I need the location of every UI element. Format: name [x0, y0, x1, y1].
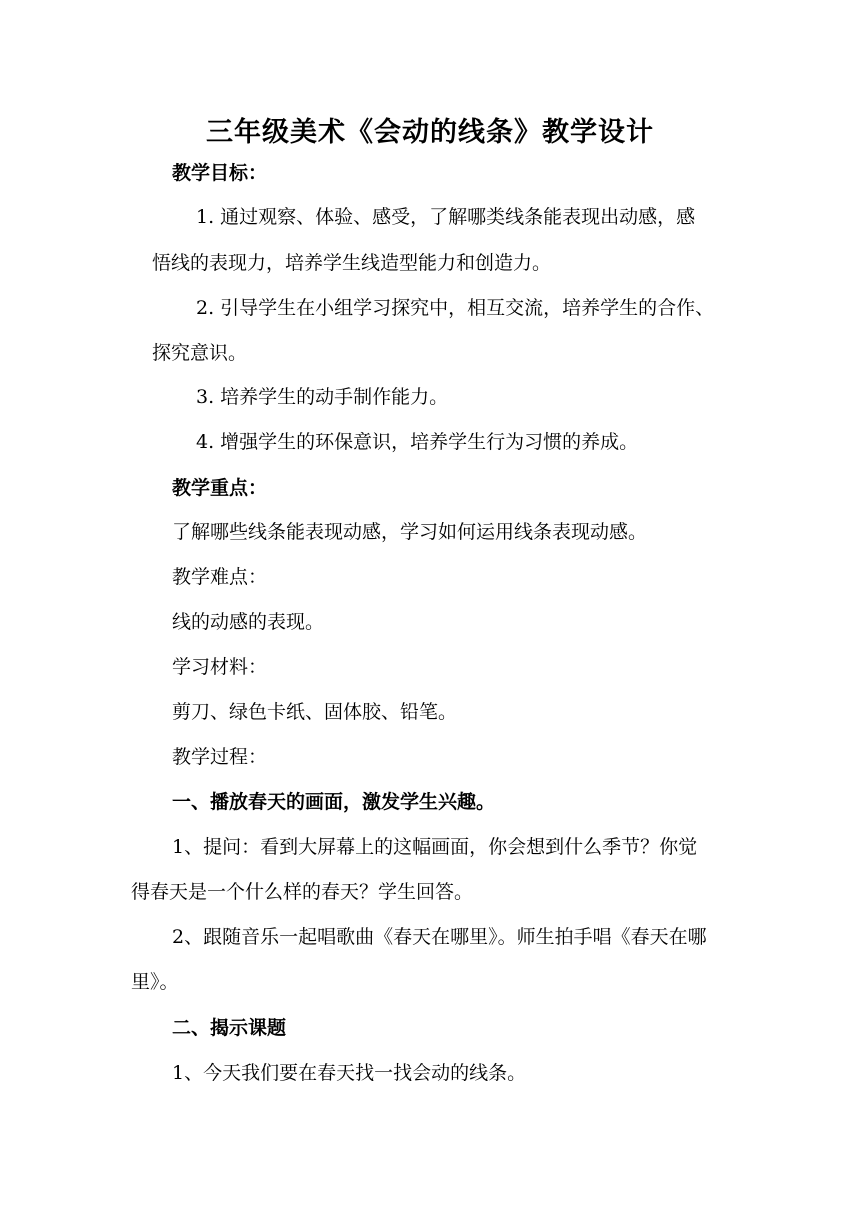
key-points-heading: 教学重点： — [172, 477, 268, 499]
section-1-item-1-line-1: 1、提问：看到大屏幕上的这幅画面，你会想到什么季节？你觉 — [172, 836, 698, 858]
section-1-item-1-line-2: 得春天是一个什么样的春天？学生回答。 — [131, 881, 474, 903]
materials-heading: 学习材料： — [172, 656, 268, 678]
objective-2-line-2: 探究意识。 — [152, 342, 248, 364]
objective-1-line-1: 1. 通过观察、体验、感受，了解哪类线条能表现出动感，感 — [196, 206, 696, 228]
objective-4: 4. 增强学生的环保意识，培养学生行为习惯的养成。 — [196, 431, 639, 453]
difficulties-text: 线的动感的表现。 — [172, 611, 325, 633]
objective-3: 3. 培养学生的动手制作能力。 — [196, 386, 449, 408]
objectives-heading: 教学目标： — [172, 162, 268, 184]
process-heading: 教学过程： — [172, 746, 268, 768]
section-2-item-1: 1、今天我们要在春天找一找会动的线条。 — [172, 1062, 527, 1084]
section-1-item-2-line-1: 2、跟随音乐一起唱歌曲《春天在哪里》。师生拍手唱《春天在哪 — [172, 926, 707, 948]
difficulties-heading: 教学难点： — [172, 566, 268, 588]
section-1-item-2-line-2: 里》。 — [131, 971, 179, 993]
section-1-heading: 一、播放春天的画面，激发学生兴趣。 — [172, 791, 496, 813]
materials-text: 剪刀、绿色卡纸、固体胶、铅笔。 — [172, 701, 458, 723]
key-points-text: 了解哪些线条能表现动感，学习如何运用线条表现动感。 — [172, 521, 648, 543]
objective-1-line-2: 悟线的表现力，培养学生线造型能力和创造力。 — [152, 252, 552, 274]
objective-2-line-1: 2. 引导学生在小组学习探究中，相互交流，培养学生的合作、 — [196, 297, 715, 319]
section-2-heading: 二、揭示课题 — [172, 1017, 287, 1039]
document-title: 三年级美术《会动的线条》教学设计 — [206, 117, 654, 148]
